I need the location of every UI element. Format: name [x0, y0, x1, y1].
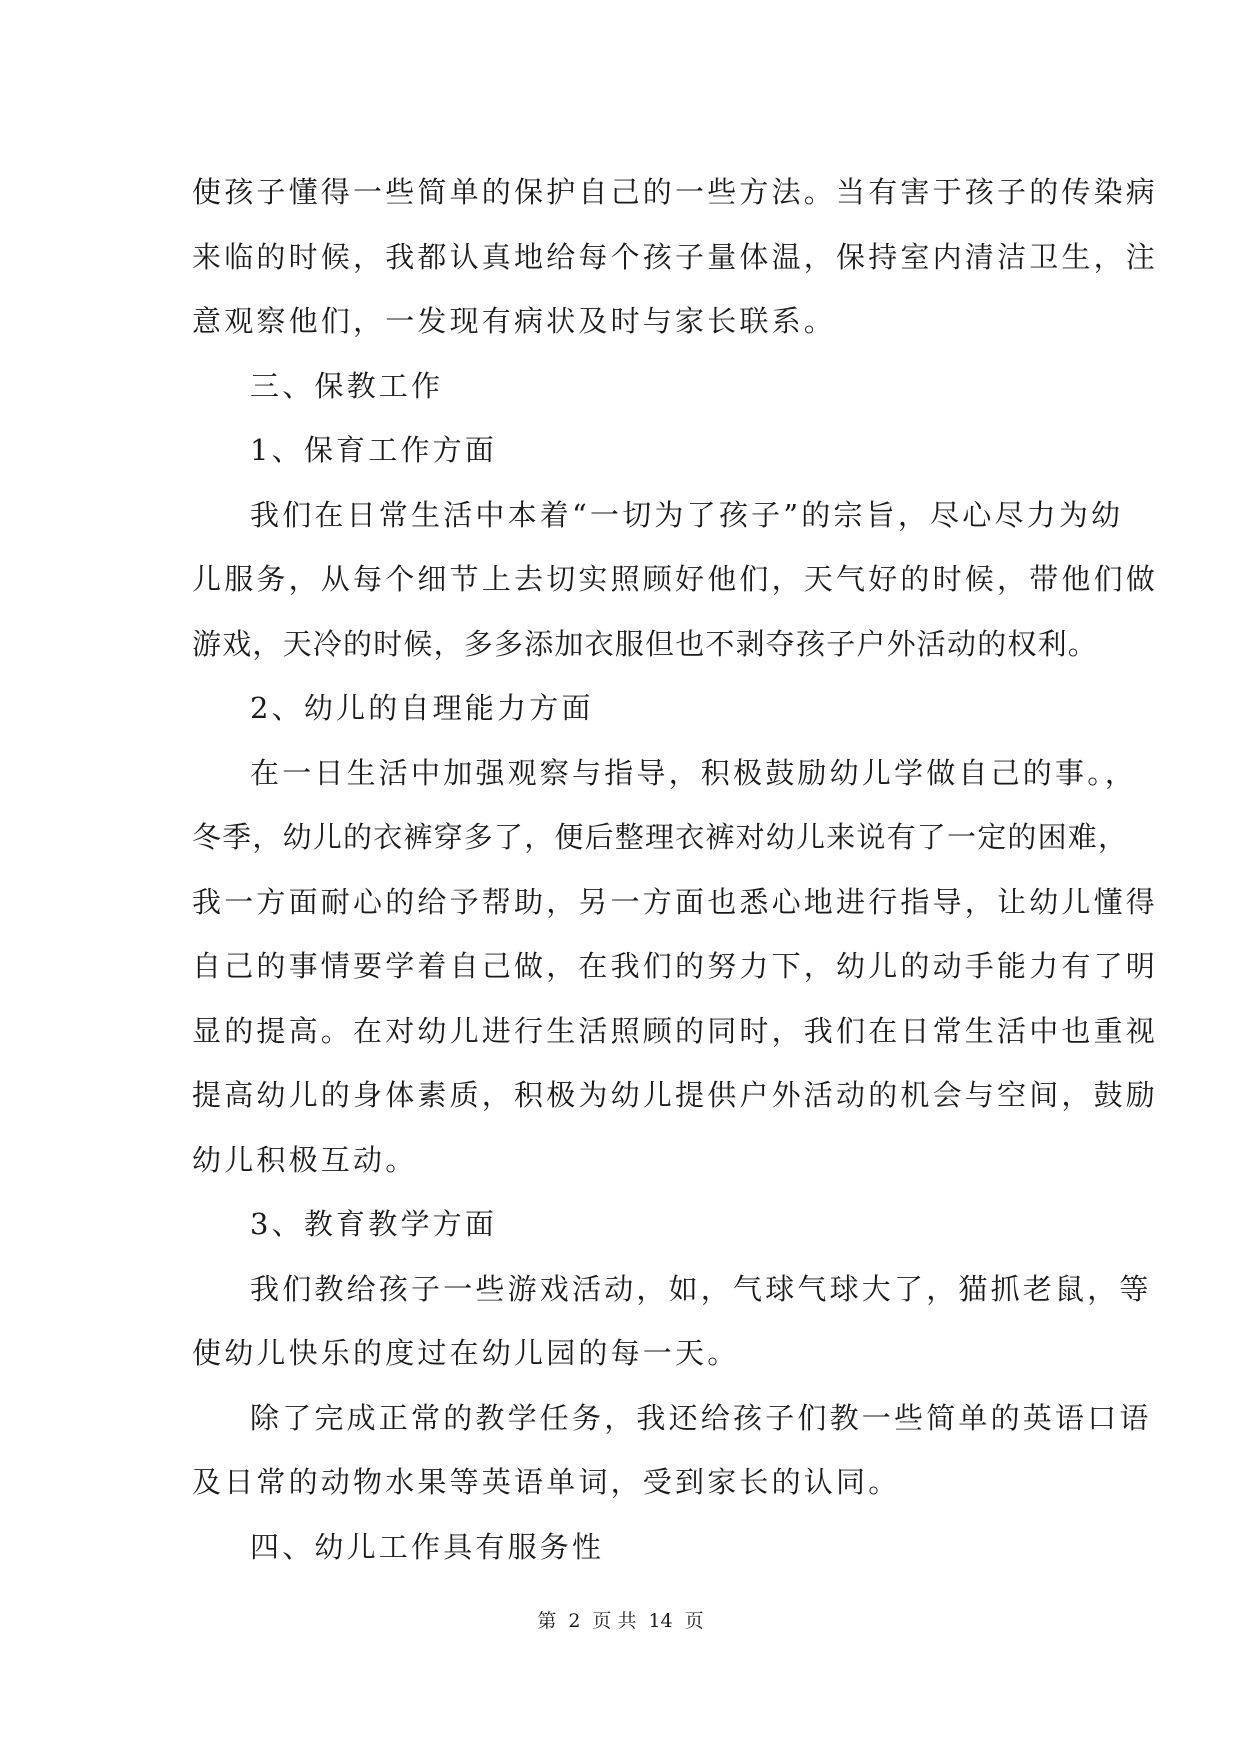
footer-prefix: 第 [537, 1610, 557, 1632]
body-text-line: 显的提高。在对幼儿进行生活照顾的同时，我们在日常生活中也重视 [192, 1013, 1159, 1048]
subsection-heading: 2、幼儿的自理能力方面 [250, 691, 594, 725]
body-text-line: 游戏，天冷的时候，多多添加衣服但也不剥夺孩子户外活动的权利。 [192, 626, 1099, 661]
body-text-line: 冬季，幼儿的衣裤穿多了，便后整理衣裤对幼儿来说有了一定的困难， [192, 820, 1129, 854]
section-heading: 三、保教工作 [250, 368, 444, 403]
subsection-heading: 3、教育教学方面 [250, 1207, 498, 1241]
body-text-line: 来临的时候，我都认真地给每个孩子量体温，保持室内清洁卫生，注 [192, 239, 1159, 274]
body-text-line: 我一方面耐心的给予帮助，另一方面也悉心地进行指导，让幼儿懂得 [192, 884, 1159, 919]
subsection-heading: 1、保育工作方面 [250, 433, 498, 467]
body-text-line: 使幼儿快乐的度过在幼儿园的每一天。 [192, 1336, 740, 1370]
footer-total-pages: 14 [648, 1610, 673, 1632]
footer-current-page: 2 [568, 1610, 581, 1632]
paragraph-first-line: 在一日生活中加强观察与指导，积极鼓励幼儿学做自己的事。， [250, 755, 1138, 790]
body-text-line: 自己的事情要学着自己做，在我们的努力下，幼儿的动手能力有了明 [192, 949, 1159, 983]
body-text-line: 幼儿积极互动。 [192, 1142, 418, 1177]
page-footer [0, 1606, 1241, 1633]
body-text-line: 及日常的动物水果等英语单词，受到家长的认同。 [192, 1465, 901, 1499]
body-text-line: 使孩子懂得一些简单的保护自己的一些方法。当有害于孩子的传染病 [192, 175, 1159, 209]
document-body [192, 160, 1159, 1579]
body-text-line: 提高幼儿的身体素质，积极为幼儿提供户外活动的机会与空间，鼓励 [192, 1078, 1159, 1112]
footer-mid: 页 共 [592, 1610, 637, 1632]
paragraph-first-line: 我们在日常生活中本着“一切为了孩子”的宗旨，尽心尽力为幼 [250, 497, 1124, 532]
body-text-line: 意观察他们，一发现有病状及时与家长联系。 [192, 304, 837, 338]
paragraph-first-line: 除了完成正常的教学任务，我还给孩子们教一些简单的英语口语 [250, 1400, 1152, 1435]
section-heading: 四、幼儿工作具有服务性 [250, 1529, 605, 1564]
paragraph-first-line: 我们教给孩子一些游戏活动，如，气球气球大了，猫抓老鼠，等 [250, 1271, 1152, 1306]
footer-suffix: 页 [684, 1610, 704, 1632]
body-text-line: 儿服务，从每个细节上去切实照顾好他们，天气好的时候，带他们做 [192, 562, 1159, 596]
